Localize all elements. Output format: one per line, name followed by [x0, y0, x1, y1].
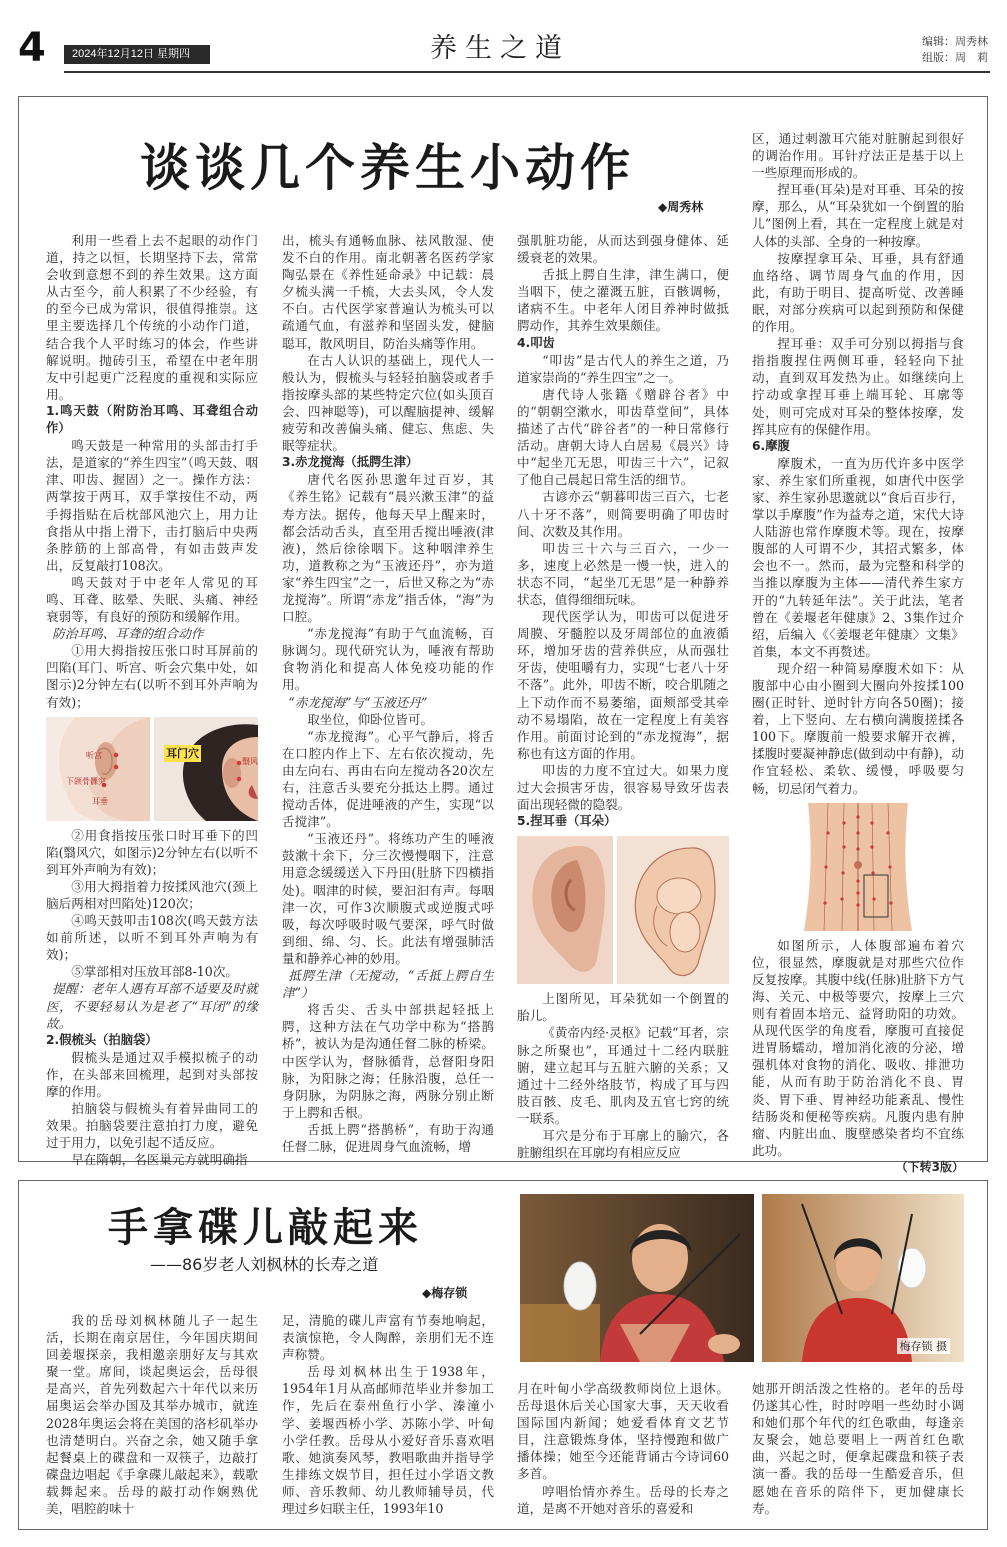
article-2-paragraph: 足，清脆的碟儿声富有节奏地响起，表演惊艳，令人陶醉，亲朋们无不连声称赞。 [282, 1313, 494, 1363]
abdomen-acupoint-figure [752, 803, 964, 931]
paragraph: 古谚亦云“朝暮叩齿三百六，七老八十牙不落”，则简要明确了叩齿时间、次数及其作用。 [517, 489, 729, 539]
paragraph: 摩腹术，一直为历代许多中医学家、养生家们所重视，如唐代中医学家、养生家孙思邈就以“食后百步行，掌以手摩腹”作为益寿之道，宋代大诗人陆游也常作摩腹术等。现在，按摩腹部的人可谓不少，其招式繁多，体会也不一。然而，最为完整和科学的当推以摩腹为主体——清代养生家方开的“九转延年法”。关于此法，笔者曾在《姜堰老年健康》2、3集作过介绍，后编入《〈姜堰老年健康〉文集》首集，本文不再赘述。 [752, 455, 964, 659]
article-2-column-2 [282, 1312, 494, 1517]
page-number: 4 [18, 25, 46, 71]
paragraph: ⑤掌部相对压放耳部8-10次。 [71, 964, 239, 980]
paragraph: 早在隋朝，名医巢元方就明确指 [71, 1152, 248, 1168]
article-2-title: 手拿碟儿敲起来 [108, 1205, 423, 1251]
article-1-column-4 [752, 130, 964, 1176]
article-2-subtitle: ——86岁老人刘枫林的长寿之道 [150, 1255, 379, 1274]
article-1-title: 谈谈几个养生小动作 [140, 139, 635, 197]
paragraph: 唐代诗人张籍《赠辟谷者》中的“朝朝空漱水，叩齿草堂间”，具体描述了古代“辟谷者”的一种日常修行活动。唐朝大诗人白居易《晨兴》诗中“起坐兀无思，叩齿三十六”，记叙了他自己晨起日常生活的细节。 [517, 386, 729, 488]
paragraph: “玉液还丹”。将练功产生的唾液鼓漱十余下，分三次慢慢咽下，注意用意念缓缓送入下丹田(肚脐下四横指处)。咽津的时候，要汩汩有声。每咽津一次，可作3次顺腹式或逆腹式呼吸，每次呼吸时吸气要深，呼气时做到细、绵、匀、长。此法有增强肺活量和静养心神的妙用。 [282, 831, 494, 966]
article-2-byline: ◆梅存锁 [422, 1286, 468, 1300]
photo-singing [520, 1194, 754, 1362]
article-1-column-3 [517, 232, 729, 1161]
paragraph: 叩齿三十六与三百六，一少一多，速度上必然是一慢一快，进入的状态不同，“起坐兀无思”是一种静养状态，值得细细玩味。 [517, 540, 729, 607]
article-1-column-1 [46, 232, 258, 1169]
editor: 编辑：周秀林 [922, 36, 988, 48]
paragraph: 区，通过刺激耳穴能对脏腑起到很好的调治作用。耳针疗法正是基于以上一些原理而形成的。 [752, 131, 964, 181]
proofreader: 组版：周 莉 [922, 52, 988, 64]
abdomen-illustration [752, 803, 964, 931]
paragraph: 利用一些看上去不起眼的动作门道，持之以恒，长期坚持下去，常常会收到意想不到的养生效果。这方面从古至今，前人积累了不少经验，有的至今已成为常识，很值得推崇。这里主要选择几个传统的小动作门道，结合我个人平时练习的体会，作些讲解说明。抛砖引玉，希望在中老年朋友中引起更广泛程度的重视和实际应用。 [46, 233, 258, 402]
paragraph: 假梳头是通过双手模拟梳子的动作，在头部来回梳理，起到对头部按摩的作用。 [46, 1049, 258, 1100]
photo-elder-with-chopsticks [762, 1194, 964, 1362]
section-heading: 5.捏耳垂（耳朵） [517, 814, 617, 829]
paragraph: 舌抵上腭“搭鹊桥”，有助于沟通任督二脉，促进周身气血流畅，增 [282, 1121, 494, 1154]
paragraph: 按摩捏拿耳朵、耳垂，具有舒通血络络、调节周身气血的作用，因此，有助于明目、提高听觉、改善睡眠，对部分疾病可以起到预防和保健的作用。 [752, 250, 964, 335]
paragraph: 在古人认识的基础上，现代人一般认为，假梳头与轻轻拍脑袋或者手指按摩头部的某些特定穴位(如头顶百会、四神聪等)，可以醒脑提神、缓解疲劳和改善偏头痛、健忘、焦虑、失眠等症状。 [282, 352, 494, 454]
face-profile-illustration [46, 717, 258, 821]
ear-acupoint-figure [46, 717, 258, 821]
article-1-column-2 [282, 232, 494, 1155]
paragraph: ④鸣天鼓叩击108次(鸣天鼓方法如前所述，以听不到耳外声响为有效)； [46, 913, 258, 963]
fig1-label-yifeng: 翳风 [242, 756, 258, 766]
photo-credit: 梅存锁 摄 [897, 1338, 951, 1354]
article-2-column-4 [752, 1380, 964, 1517]
paragraph: “赤龙搅海”与“玉液还丹” [288, 694, 428, 710]
article-2-paragraph: 我的岳母刘枫林随儿子一起生活，长期在南京居住，今年国庆期间回姜堰探亲，我相邀亲朋好友与其欢聚一堂。席间，谈起奥运会，岳母很是高兴，首先列数起六十年代以来历届奥运会举办国及其举办城市，就连2028年奥运会将在美国的洛杉矶举办也清楚明白。兴奋之余，她又随手拿起餐桌上的碟盘和一双筷子，边敲打碟盘边唱起《手拿碟儿敲起来》，载歌载舞起来。岳母的敲打动作娴熟优美，唱腔韵味十 [46, 1313, 258, 1517]
article-2-paragraph: 哼唱怡情亦养生。岳母的长寿之道，是离不开她对音乐的喜爱和 [517, 1483, 729, 1516]
article-2-column-1 [46, 1312, 258, 1517]
paragraph: “赤龙搅海”。心平气静后，将舌在口腔内作上下、左右依次搅动，先由左向右、再由右向左搅动各20次左右，注意舌头要充分抵达上腭。通过搅动舌体，促进唾液的产生，实现“以舌搅津”。 [282, 728, 494, 830]
article-2-paragraph: 岳母刘枫林出生于1938年，1954年1月从高邮师范毕业并参加工作，先后在泰州鱼行小学、溱潼小学、姜堰西桥小学、苏陈小学、叶甸小学任教。岳母从小爱好音乐喜欢唱歌、她演奏风琴，教唱歌曲并指导学生排练文娱节目，担任过小学语文教师、音乐教师、幼儿教师辅导员，代理过乡妇联主任，1993年10 [282, 1364, 494, 1517]
fig1-label-tinggong: 听宫 [86, 750, 102, 760]
section-heading: 2.假梳头（拍脑袋） [46, 1032, 158, 1047]
paragraph: “叩齿”是古代人的养生之道，乃道家崇尚的“养生四宝”之一。 [517, 352, 729, 385]
ear-fetus-figure [517, 836, 729, 984]
paragraph: 耳穴是分布于耳廓上的腧穴，各脏腑组织在耳廓均有相应反应 [517, 1128, 729, 1161]
paragraph: 拍脑袋与假梳头有着异曲同工的效果。拍脑袋要注意拍打力度，避免过于用力，以免引起不适反应。 [46, 1101, 258, 1151]
section-heading: 3.赤龙搅海（抵腭生津） [282, 455, 419, 470]
fig1-label-earlobe: 耳垂 [92, 796, 108, 806]
article-2-paragraph: 月在叶甸小学高级教师岗位上退休。岳母退休后关心国家大事，天天收看国际国内新闻；她爱看体育文艺节目，注意锻炼身体，坚持慢跑和做广播体操；她至今还能背诵古今诗词60多首。 [517, 1381, 729, 1482]
paragraph: 捏耳垂：双手可分别以拇指与食指指腹捏住两侧耳垂，轻轻向下扯动，直到双耳发热为止。如继续向上拧动或拿捏耳垂上端耳轮、耳廓等处，则可完成对耳朵的整体按摩，发挥其应有的保健作用。 [752, 336, 964, 437]
paragraph: 强肌脏功能，从而达到强身健体、延缓衰老的效果。 [517, 233, 729, 266]
photo-elder-with-plate [520, 1194, 754, 1362]
paragraph: ②用食指按压张口时耳垂下的凹陷(翳风穴，如图示)2分钟左右(以听不到耳外声响为有效)； [46, 827, 258, 877]
paragraph: 将舌尖、舌头中部拱起轻抵上腭，这种方法在气功学中称为“搭鹊桥”，被认为是沟通任督二脉的桥梁。中医学认为，督脉循背，总督阳身阳脉，为阳脉之海；任脉沿腹，总任一身阴脉，为阴脉之海，两脉分别止断于上腭和舌根。 [282, 1002, 494, 1120]
continued-note: （下转3版） [895, 1159, 964, 1174]
paragraph: 叩齿的力度不宜过大。如果力度过大会损害牙齿，很容易导致牙齿表面出现轻微的隐裂。 [517, 762, 729, 813]
paragraph: 出，梳头有通畅血脉、祛风散湿、使发不白的作用。南北朝著名医药学家陶弘景在《养性延命录》中记载：晨夕梳头满一千梳，大去头风，令人发不白。古代医学家普遍认为梳头可以疏通气血，有滋养和坚固头发，健脑聪耳，散风明目，防治头痛等作用。 [282, 233, 494, 351]
paragraph: ①用大拇指按压张口时耳屏前的凹陷(耳门、听宫、听会穴集中处，如图示)2分钟左右(以听不到耳外声响为有效)； [46, 643, 258, 710]
paragraph: 提醒：老年人遇有耳部不适要及时就医，不要轻易认为是老了“耳闭”的缘故。 [46, 981, 258, 1031]
paragraph: 抵腭生津（无搅动，“舌抵上腭自生津”） [282, 968, 494, 1001]
ear-inverted-fetus-illustration [517, 836, 729, 984]
paragraph: 唐代名医孙思邈年过百岁，其《养生铭》记载有“晨兴漱玉津”的益寿方法。据传，他每天早上醒来时，都会活动舌头，直至用舌搅出唾液(津液)，然后徐徐咽下。这种咽津养生功，道教称之为“玉液还丹”，亦为道家“养生四宝”之一，后世又称之为“赤龙搅海”。所谓“赤龙”指舌体，“海”为口腔。 [282, 472, 494, 625]
paragraph: “赤龙搅海”有助于气血流畅，百脉调匀。现代研究认为，唾液有帮助食物消化和提高人体免疫功能的作用。 [282, 626, 494, 693]
paragraph: 如图所示，人体腹部遍布着穴位，很显然，摩腹就是对那些穴位作反复按摩。其腹中线(任脉)肚脐下方气海、关元、中极等要穴，按摩上三穴则有着固本培元、益肾助阳的功效。从现代医学的角度看，摩腹可直接促进胃肠蠕动，增加消化液的分泌，增强机体对食物的消化、吸收、排泄功能，从而有助于防治消化不良、胃炎、胃下垂、胃神经功能紊乱、慢性结肠炎和便秘等疾病。凡腹内患有肿瘤、内脏出血、腹壁感染者均不宜练此功。 [752, 937, 964, 1158]
paragraph: 鸣天鼓是一种常用的头部击打手法，是道家的“养生四宝”（鸣天鼓、咽津、叩齿、握固）之一。操作方法：两掌按于两耳，双手掌按住不动，两手拇指贴在后枕部风池穴上，用力让食指从中指上滑下，击打脑后中央两条脖筋的上部高骨，有如击鼓声发出，反复敲打108次。 [46, 438, 258, 573]
paragraph: 上图所见，耳朵犹如一个倒置的胎儿。 [517, 991, 729, 1024]
paragraph: 现代医学认为，叩齿可以促进牙周膜、牙髓腔以及牙周部位的血液循环，增加牙齿的营养供应，从而强壮牙齿，使咀嚼有力，实现“七老八十牙不落”。此外，叩齿不断，咬合肌随之上下动作而不易萎缩，面颊部受其牵动不易塌陷，故在一定程度上有美容作用。前面讨论到的“赤龙搅海”，据称也有这方面的作用。 [517, 609, 729, 761]
article-2-column-3 [517, 1380, 729, 1517]
fig1-label-mandible: 下颌骨髁突 [66, 776, 106, 786]
section-title: 养生之道 [430, 33, 570, 64]
section-heading: 6.摩腹 [752, 438, 790, 453]
paragraph: 捏耳垂(耳朵)是对耳垂、耳朵的按摩，那么，从“耳朵犹如一个倒置的胎儿”图例上看，其在一定程度上就是对人体的头部、全身的一种按摩。 [752, 182, 964, 249]
fig1-label-ermen: 耳门穴 [164, 745, 201, 762]
paragraph: 现介绍一种简易摩腹术如下：从腹部中心由小圈到大圈向外按揉100圈(正时针、逆时针方向各50圈)；接着，上下竖向、左右横向满腹搓揉各100下。摩腹前一般要求解开衣裤，揉腹时要凝神静虑(做到动中有静)，动作宜轻松、柔软、缓慢，呼吸要匀畅，切忌闭气着力。 [752, 660, 964, 796]
header-rule [64, 71, 990, 73]
paragraph: 舌抵上腭自生津，津生满口，便当咽下，使之灌溉五脏，百骸调畅，诸病不生。中老年人闭目养神时做抵腭动作，其养生效果颇佳。 [517, 267, 729, 334]
paragraph: ③用大拇指着力按揉风池穴(颈上脑后两相对凹陷处)120次； [46, 878, 258, 911]
section-heading: 1.鸣天鼓（附防治耳鸣、耳聋组合动作） [46, 403, 258, 436]
paragraph: 防治耳鸣、耳聋的组合动作 [52, 626, 204, 642]
paragraph: 《黄帝内经·灵枢》记载“耳者，宗脉之所聚也”，耳通过十二经内联脏腑，建立起耳与五脏六腑的关系；又通过十二经外络肢节，构成了耳与四肢百骸、皮毛、肌肉及五官七窍的统一联系。 [517, 1025, 729, 1126]
section-heading: 4.叩齿 [517, 335, 555, 350]
article-1-byline: ◆周秀林 [658, 200, 704, 214]
paragraph: 取坐位，仰卧位皆可。 [307, 711, 434, 727]
issue-date: 2024年12月12日 星期四 [64, 45, 210, 64]
photo-performing [762, 1194, 964, 1362]
article-2-paragraph: 她那开朗活泼之性格的。老年的岳母仍遂其心性，时时哼唱一些幼时小调和她们那个年代的红色歌曲，每逢亲友聚会，她总要唱上一两首红色歌曲，兴起之时，便拿起碟盘和筷子表演一番。我的岳母一生酷爱音乐，但愿她在音乐的陪伴下，更加健康长寿。 [752, 1381, 964, 1516]
paragraph: 鸣天鼓对于中老年人常见的耳鸣、耳聋、眩晕、失眠、头痛、神经衰弱等，有良好的预防和缓解作用。 [46, 574, 258, 625]
editor-credits [922, 34, 988, 66]
